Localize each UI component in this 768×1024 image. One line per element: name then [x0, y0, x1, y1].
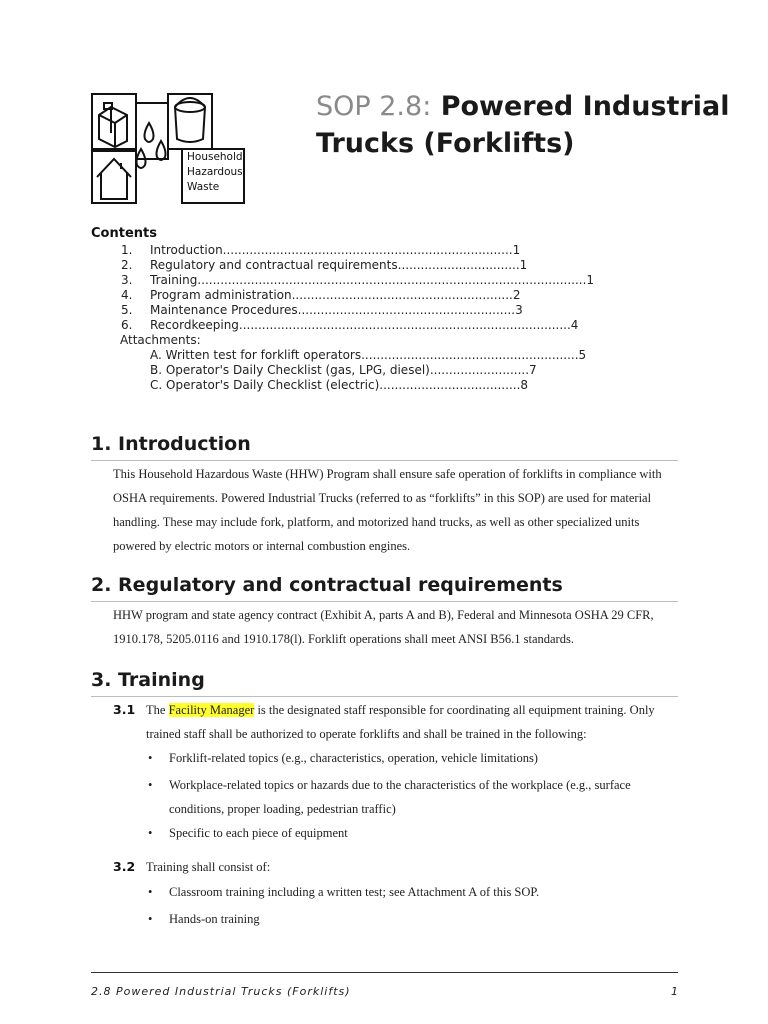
list-item — [146, 880, 676, 904]
toc-item-text: Training......................................................................................................1 — [150, 273, 595, 287]
bullet-icon: • — [148, 826, 153, 840]
list-item-text: Workplace-related topics or hazards due to the characteristics of the workplace (e.g., surface conditions, proper loading, pedestrian traffic) — [169, 778, 631, 816]
toc-item-number: 1. — [121, 243, 133, 257]
toc-attachment[interactable]: A. Written test for forklift operators.........................................................5 — [150, 348, 587, 362]
toc-attachment[interactable]: C. Operator's Daily Checklist (electric).....................................8 — [150, 378, 529, 392]
title-line-2: Trucks (Forklifts) — [316, 128, 575, 159]
sop-number: SOP 2.8: — [316, 91, 432, 122]
section-heading-training: 3. Training — [91, 668, 678, 697]
toc-item[interactable] — [91, 273, 691, 288]
list-item — [146, 773, 676, 821]
toc-item-text: Recordkeeping.......................................................................................4 — [150, 318, 579, 332]
item-number: 3.1 — [113, 702, 136, 717]
toc-item[interactable] — [91, 243, 691, 258]
list-item — [146, 821, 676, 845]
table-of-contents — [91, 226, 691, 393]
logo-caption-line: Household — [187, 151, 243, 163]
toc-item-number: 6. — [121, 318, 133, 332]
title-line-1: Powered Industrial — [440, 91, 730, 122]
toc-item[interactable] — [91, 303, 691, 318]
attachments-label: Attachments: — [120, 333, 201, 347]
bullet-icon: • — [148, 778, 153, 792]
regulatory-text: HHW program and state agency contract (Exhibit A, parts A and B), Federal and Minnesota OSHA 29 CFR, 1910.178, 5205.0116 and 1910.178(l). Forklift operations shall meet ANSI B56.1 standards. — [113, 608, 654, 646]
toc-item-text: Regulatory and contractual requirements................................1 — [150, 258, 528, 272]
logo-caption-line: Waste — [187, 181, 220, 193]
contents-heading: Contents — [91, 226, 157, 241]
section-heading-introduction: 1. Introduction — [91, 432, 678, 461]
toc-item[interactable] — [91, 318, 691, 333]
toc-item-number: 3. — [121, 273, 133, 287]
toc-item-text: Program administration..........................................................2 — [150, 288, 521, 302]
list-item-text: Hands-on training — [169, 912, 260, 926]
list-item — [146, 746, 676, 770]
page-number: 1 — [671, 985, 678, 998]
toc-attachment[interactable]: B. Operator's Daily Checklist (gas, LPG, diesel)..........................7 — [150, 363, 537, 377]
highlighted-role: Facility Manager — [168, 703, 255, 717]
training-item-1-text — [146, 698, 681, 746]
toc-item-number: 5. — [121, 303, 133, 317]
logo-caption — [187, 150, 243, 195]
list-item-text: Specific to each piece of equipment — [169, 826, 348, 840]
toc-item[interactable] — [91, 288, 691, 303]
training-format-list — [146, 880, 676, 931]
training-topics-list — [146, 746, 676, 845]
text-fragment: is the designated staff responsible for coordinating all equipment training. Only trained staff shall be authorized to operate forklifts and shall be trained in the following: — [146, 703, 655, 741]
toc-item-number: 4. — [121, 288, 133, 302]
footer-title: 2.8 Powered Industrial Trucks (Forklifts) — [91, 985, 351, 998]
toc-item[interactable] — [91, 258, 691, 273]
list-item-text: Classroom training including a written test; see Attachment A of this SOP. — [169, 885, 540, 899]
text-fragment: The — [146, 703, 169, 717]
toc-item-number: 2. — [121, 258, 133, 272]
training-item-2-text: Training shall consist of: — [146, 860, 271, 874]
list-item — [146, 907, 676, 931]
bullet-icon: • — [148, 912, 153, 926]
document-title — [316, 88, 736, 162]
toc-item-text: Maintenance Procedures.........................................................3 — [150, 303, 523, 317]
logo-caption-line: Hazardous — [187, 166, 243, 178]
list-item-text: Forklift-related topics (e.g., characteristics, operation, vehicle limitations) — [169, 751, 538, 765]
footer-divider — [91, 972, 678, 973]
item-number: 3.2 — [113, 859, 136, 874]
introduction-text: This Household Hazardous Waste (HHW) Program shall ensure safe operation of forklifts in compliance with OSHA requirements. Powered Industrial Trucks (referred to as “forklifts” in this SOP) are used for material handling. These may include fork, platform, and motorized hand trucks, as well as other specialized units powered by electric motors or internal combustion engines. — [113, 467, 662, 553]
bullet-icon: • — [148, 885, 153, 899]
section-heading-regulatory: 2. Regulatory and contractual requirements — [91, 573, 678, 602]
bullet-icon: • — [148, 751, 153, 765]
toc-item-text: Introduction............................................................................1 — [150, 243, 521, 257]
